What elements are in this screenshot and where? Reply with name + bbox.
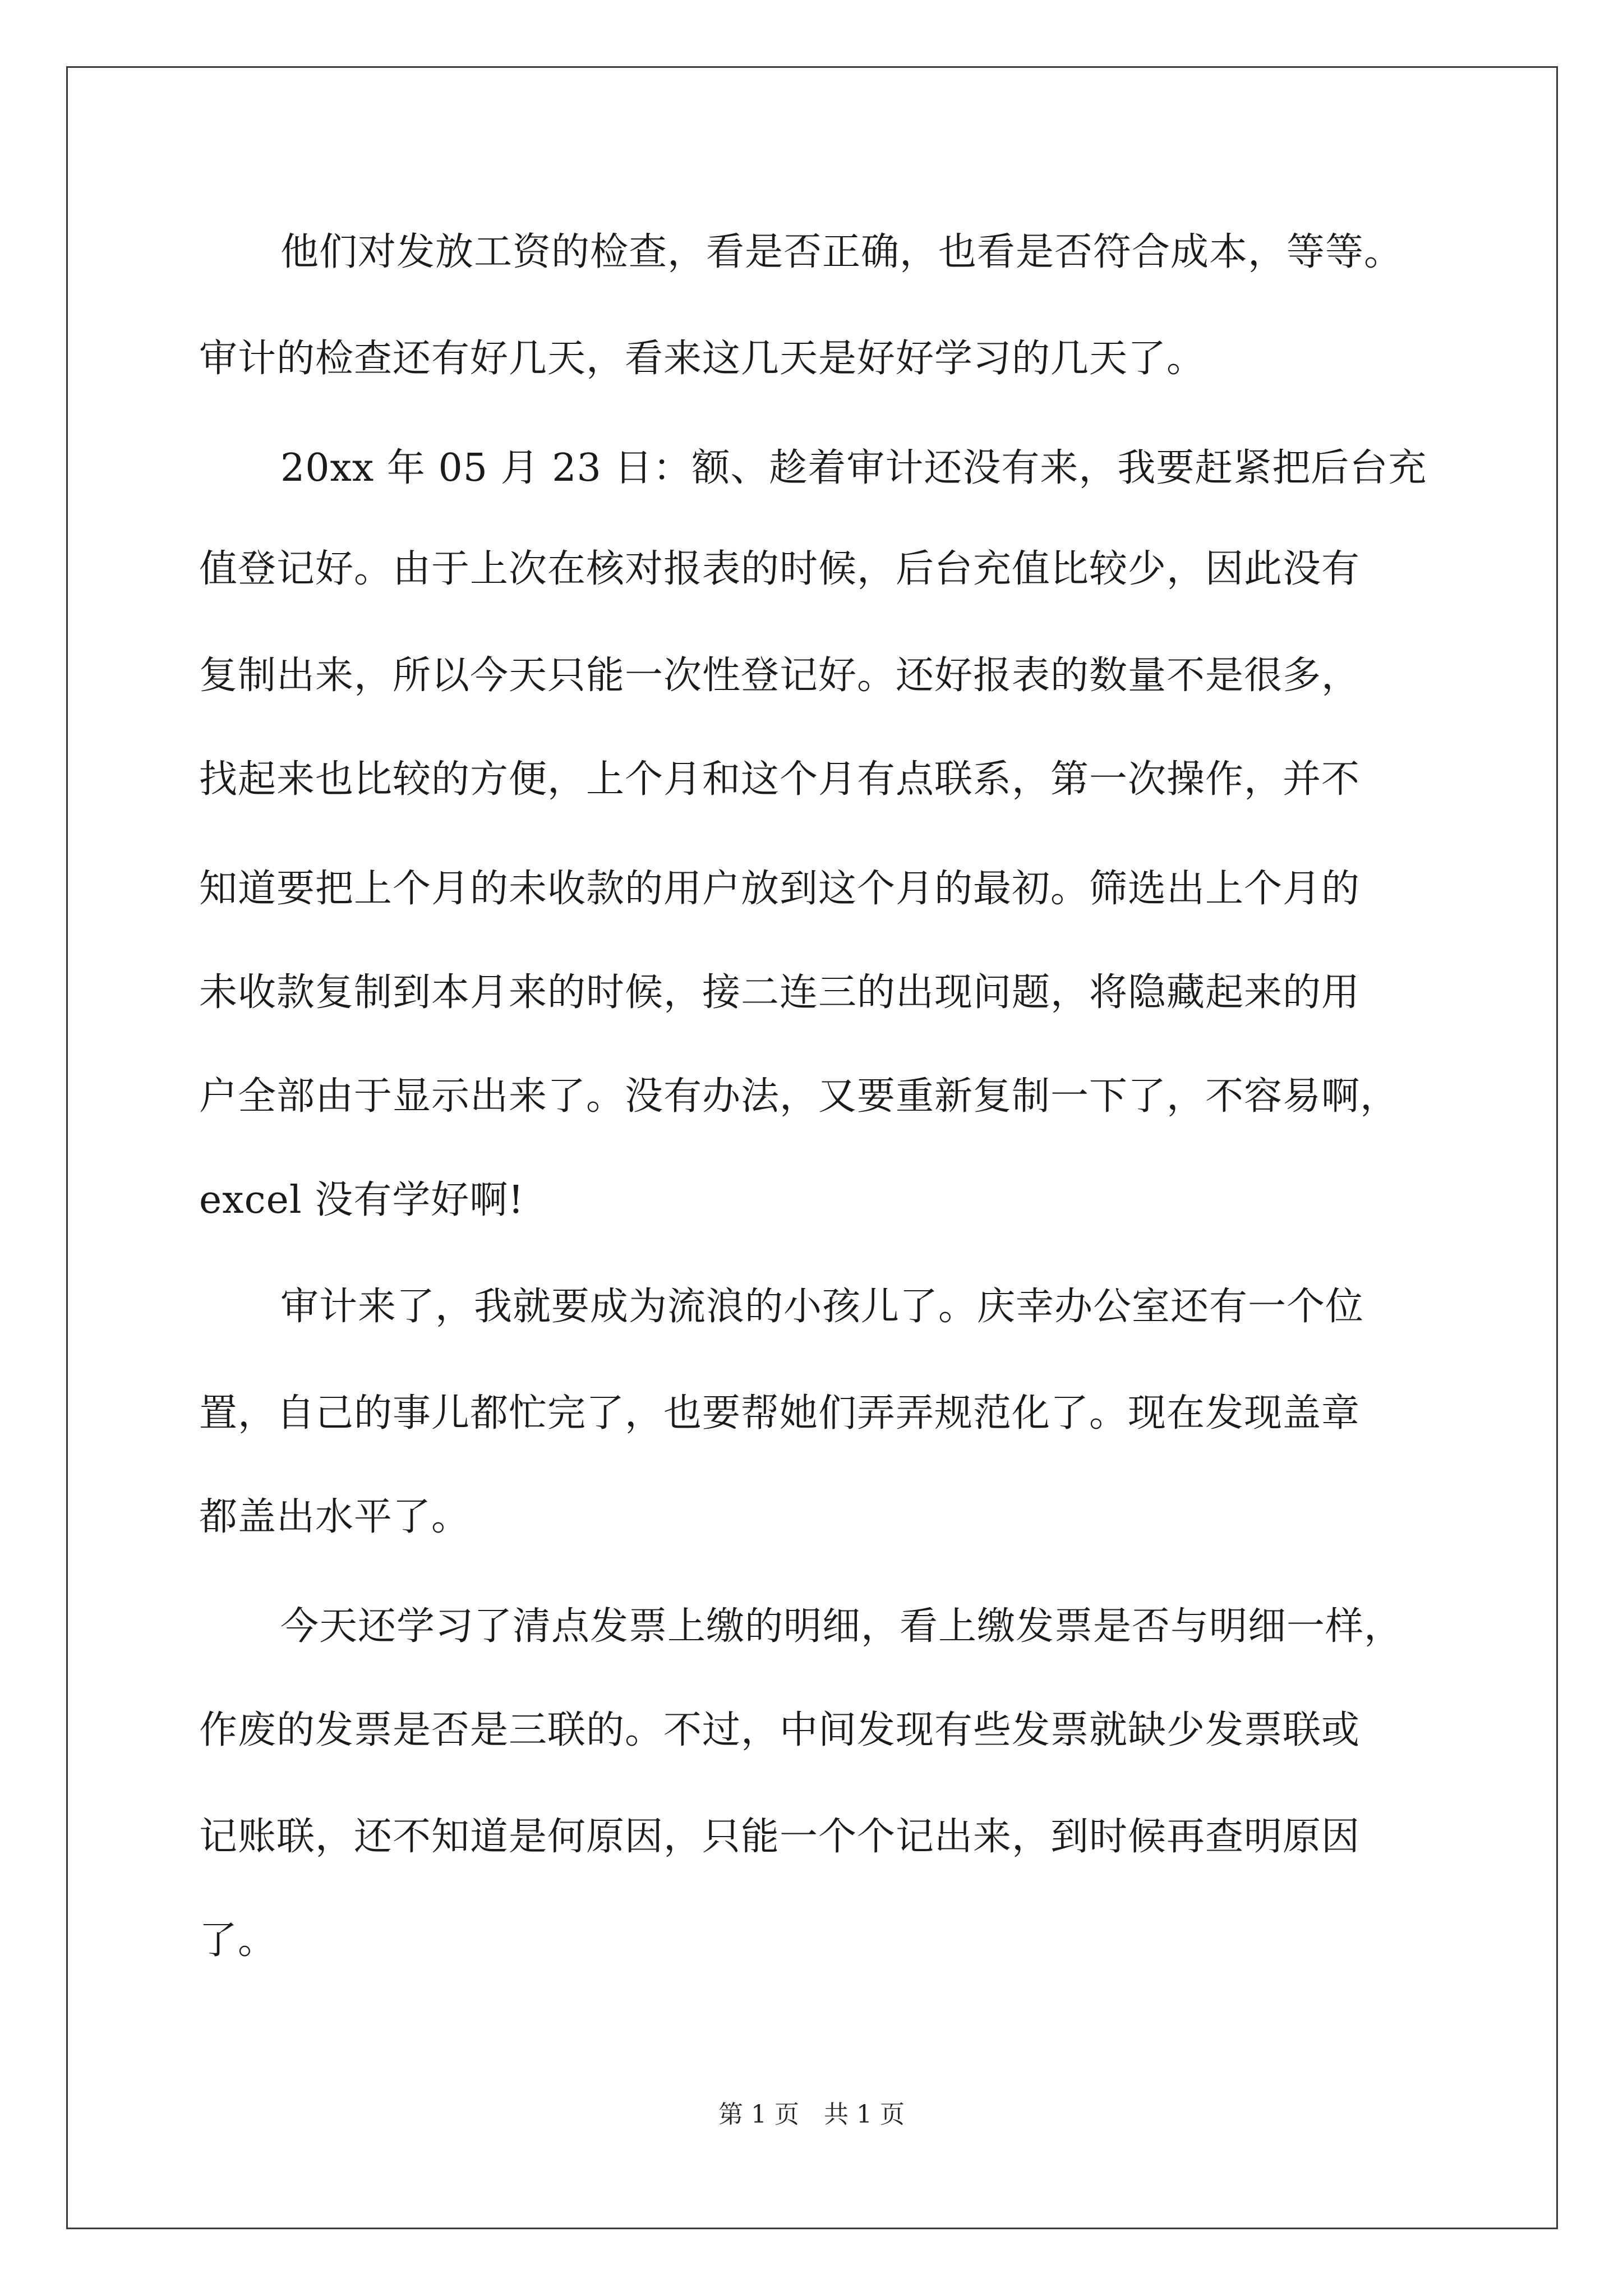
paragraph-line: 找起来也比较的方便，上个月和这个月有点联系，第一次操作，并不 <box>199 757 1361 802</box>
page-number-footer: 第 1 页 共 1 页 <box>718 2100 905 2129</box>
paragraph-line: 了。 <box>199 1918 277 1963</box>
paragraph-line: 知道要把上个月的未收款的用户放到这个月的最初。筛选出上个月的 <box>199 867 1361 911</box>
paragraph-line: 户全部由于显示出来了。没有办法，又要重新复制一下了，不容易啊， <box>199 1074 1399 1119</box>
paragraph-line: 审计来了，我就要成为流浪的小孩儿了。庆幸办公室还有一个位 <box>280 1285 1364 1329</box>
paragraph-line: 作废的发票是否是三联的。不过，中间发现有些发票就缺少发票联或 <box>199 1708 1361 1752</box>
page-border <box>66 66 1558 2229</box>
paragraph-line: excel 没有学好啊! <box>199 1178 524 1222</box>
paragraph-line: 他们对发放工资的检查，看是否正确，也看是否符合成本，等等。 <box>280 230 1403 274</box>
paragraph-line: 记账联，还不知道是何原因，只能一个个记出来，到时候再查明原因 <box>199 1815 1361 1859</box>
paragraph-line: 置，自己的事儿都忙完了，也要帮她们弄弄规范化了。现在发现盖章 <box>199 1391 1361 1435</box>
paragraph-line: 未收款复制到本月来的时候，接二连三的出现问题，将隐藏起来的用 <box>199 970 1361 1015</box>
paragraph-line: 值登记好。由于上次在核对报表的时候，后台充值比较少，因此没有 <box>199 547 1361 591</box>
paragraph-line: 审计的检查还有好几天，看来这几天是好好学习的几天了。 <box>199 337 1206 381</box>
paragraph-line: 复制出来，所以今天只能一次性登记好。还好报表的数量不是很多， <box>199 654 1361 698</box>
paragraph-line: 20xx 年 05 月 23 日：额、趁着审计还没有来，我要赶紧把后台充 <box>280 446 1427 490</box>
paragraph-line: 今天还学习了清点发票上缴的明细，看上缴发票是否与明细一样， <box>280 1604 1403 1649</box>
paragraph-line: 都盖出水平了。 <box>199 1495 471 1539</box>
